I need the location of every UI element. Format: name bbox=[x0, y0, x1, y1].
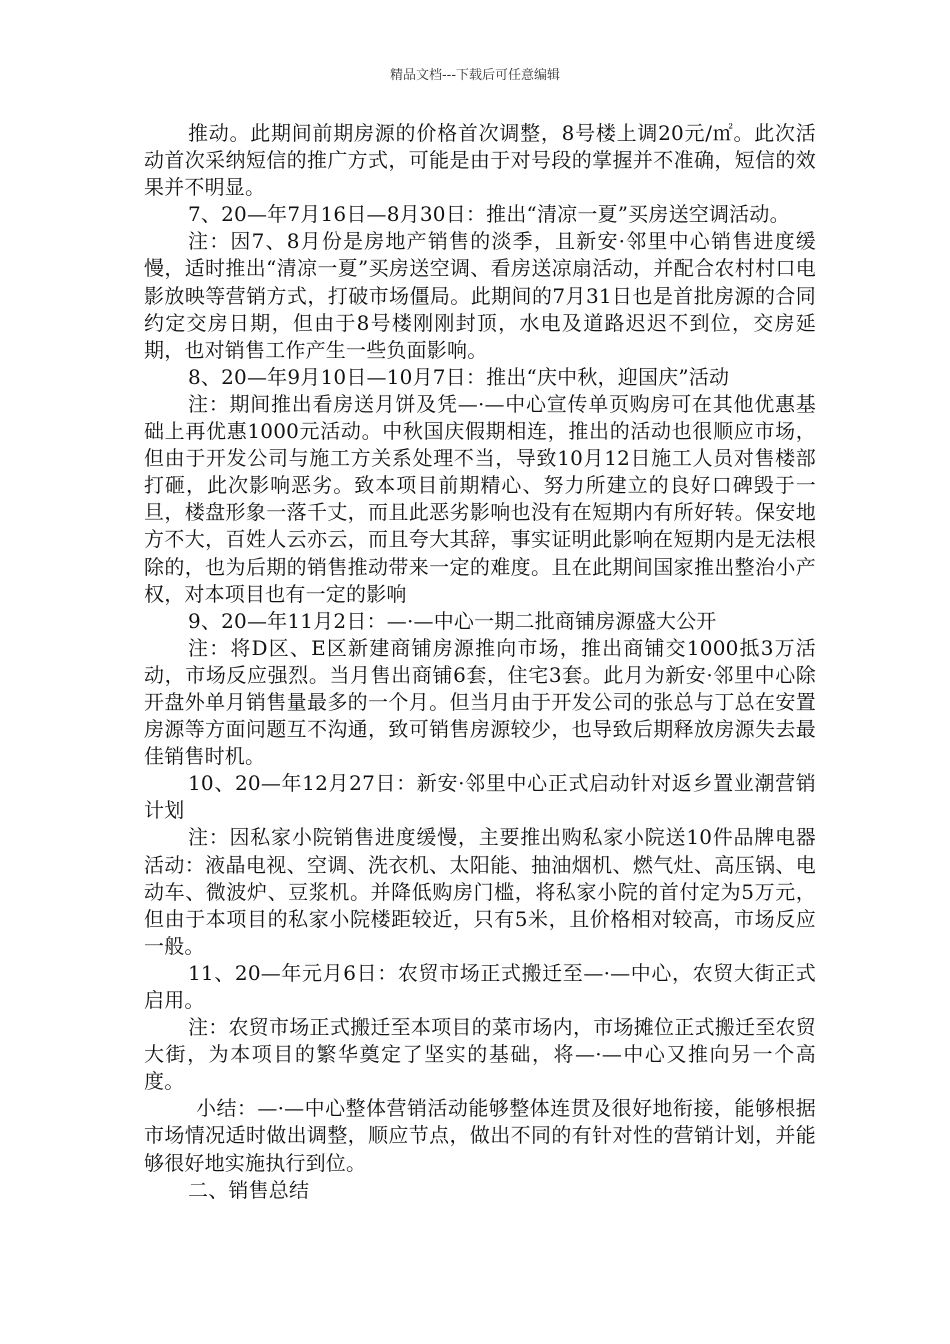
paragraph-item-7-heading: 7、20—年7月16日—8月30日：推出“清凉一夏”买房送空调活动。 bbox=[188, 202, 790, 227]
section-heading-sales-summary: 二、销售总结 bbox=[188, 1177, 310, 1202]
paragraph-item-11-note: 注：农贸市场正式搬迁至本项目的菜市场内，市场摊位正式搬迁至农贸大街，为本项目的繁华奠定了坚实的基础，将—·—中心又推向另一个高度。 bbox=[144, 1015, 816, 1094]
paragraph-item-8-note: 注：期间推出看房送月饼及凭—·—中心宣传单页购房可在其他优惠基础上再优惠1000元活动。中秋国庆假期相连，推出的活动也很顺应市场，但由于开发公司与施工方关系处理不当，导致10月12日施工人员对售楼部打砸，此次影响恶劣。致本项目前期精心、努力所建立的良好口碑毁于一旦，楼盘形象一落千丈，而且此恶劣影响也没有在短期内有所好转。保安地方不大，百姓人云亦云，而且夸大其辞，事实证明此影响在短期内是无法根除的，也为后期的销售推动带来一定的难度。且在此期间国家推出整治小产权，对本项目也有一定的影响 bbox=[144, 391, 816, 606]
paragraph-item-10-heading: 10、20—年12月27日：新安·邻里中心正式启动针对返乡置业潮营销计划 bbox=[144, 771, 816, 823]
paragraph-item-7-note: 注：因7、8月份是房地产销售的淡季，且新安·邻里中心销售进度缓慢，适时推出“清凉一夏”买房送空调、看房送凉扇活动，并配合农村村口电影放映等营销方式，打破市场僵局。此期间的7月31日也是首批房源的合同约定交房日期，但由于8号楼刚刚封顶，水电及道路迟迟不到位，交房延期，也对销售工作产生一些负面影响。 bbox=[144, 229, 816, 362]
paragraph-promotion-continued: 推动。此期间前期房源的价格首次调整，8号楼上调20元/㎡。此次活动首次采纳短信的推广方式，可能是由于对号段的掌握并不准确，短信的效果并不明显。 bbox=[144, 121, 816, 200]
paragraph-item-11-heading: 11、20—年元月6日：农贸市场正式搬迁至—·—中心，农贸大街正式启用。 bbox=[144, 960, 816, 1012]
paragraph-item-8-heading: 8、20—年9月10日—10月7日：推出“庆中秋，迎国庆”活动 bbox=[188, 364, 730, 389]
paragraph-item-10-note: 注：因私家小院销售进度缓慢，主要推出购私家小院送10件品牌电器活动：液晶电视、空调、洗衣机、太阳能、抽油烟机、燃气灶、高压锅、电动车、微波炉、豆浆机。并降低购房门槛，将私家小院的首付定为5万元，但由于本项目的私家小院楼距较近，只有5米，且价格相对较高，市场反应一般。 bbox=[144, 825, 816, 958]
page-header: 精品文档---下载后可任意编辑 bbox=[389, 68, 561, 83]
document-body bbox=[144, 120, 816, 1204]
paragraph-summary: 小结：—·—中心整体营销活动能够整体连贯及很好地衔接，能够根据市场情况适时做出调整，顺应节点，做出不同的有针对性的营销计划，并能够很好地实施执行到位。 bbox=[144, 1096, 816, 1175]
paragraph-item-9-heading: 9、20—年11月2日：—·—中心一期二批商铺房源盛大公开 bbox=[188, 608, 717, 633]
paragraph-item-9-note: 注：将D区、E区新建商铺房源推向市场，推出商铺交1000抵3万活动，市场反应强烈。当月售出商铺6套，住宅3套。此月为新安·邻里中心除开盘外单月销售量最多的一个月。但当月由于开发公司的张总与丁总在安置房源等方面问题互不沟通，致可销售房源较少，也导致后期释放房源失去最佳销售时机。 bbox=[144, 635, 816, 769]
